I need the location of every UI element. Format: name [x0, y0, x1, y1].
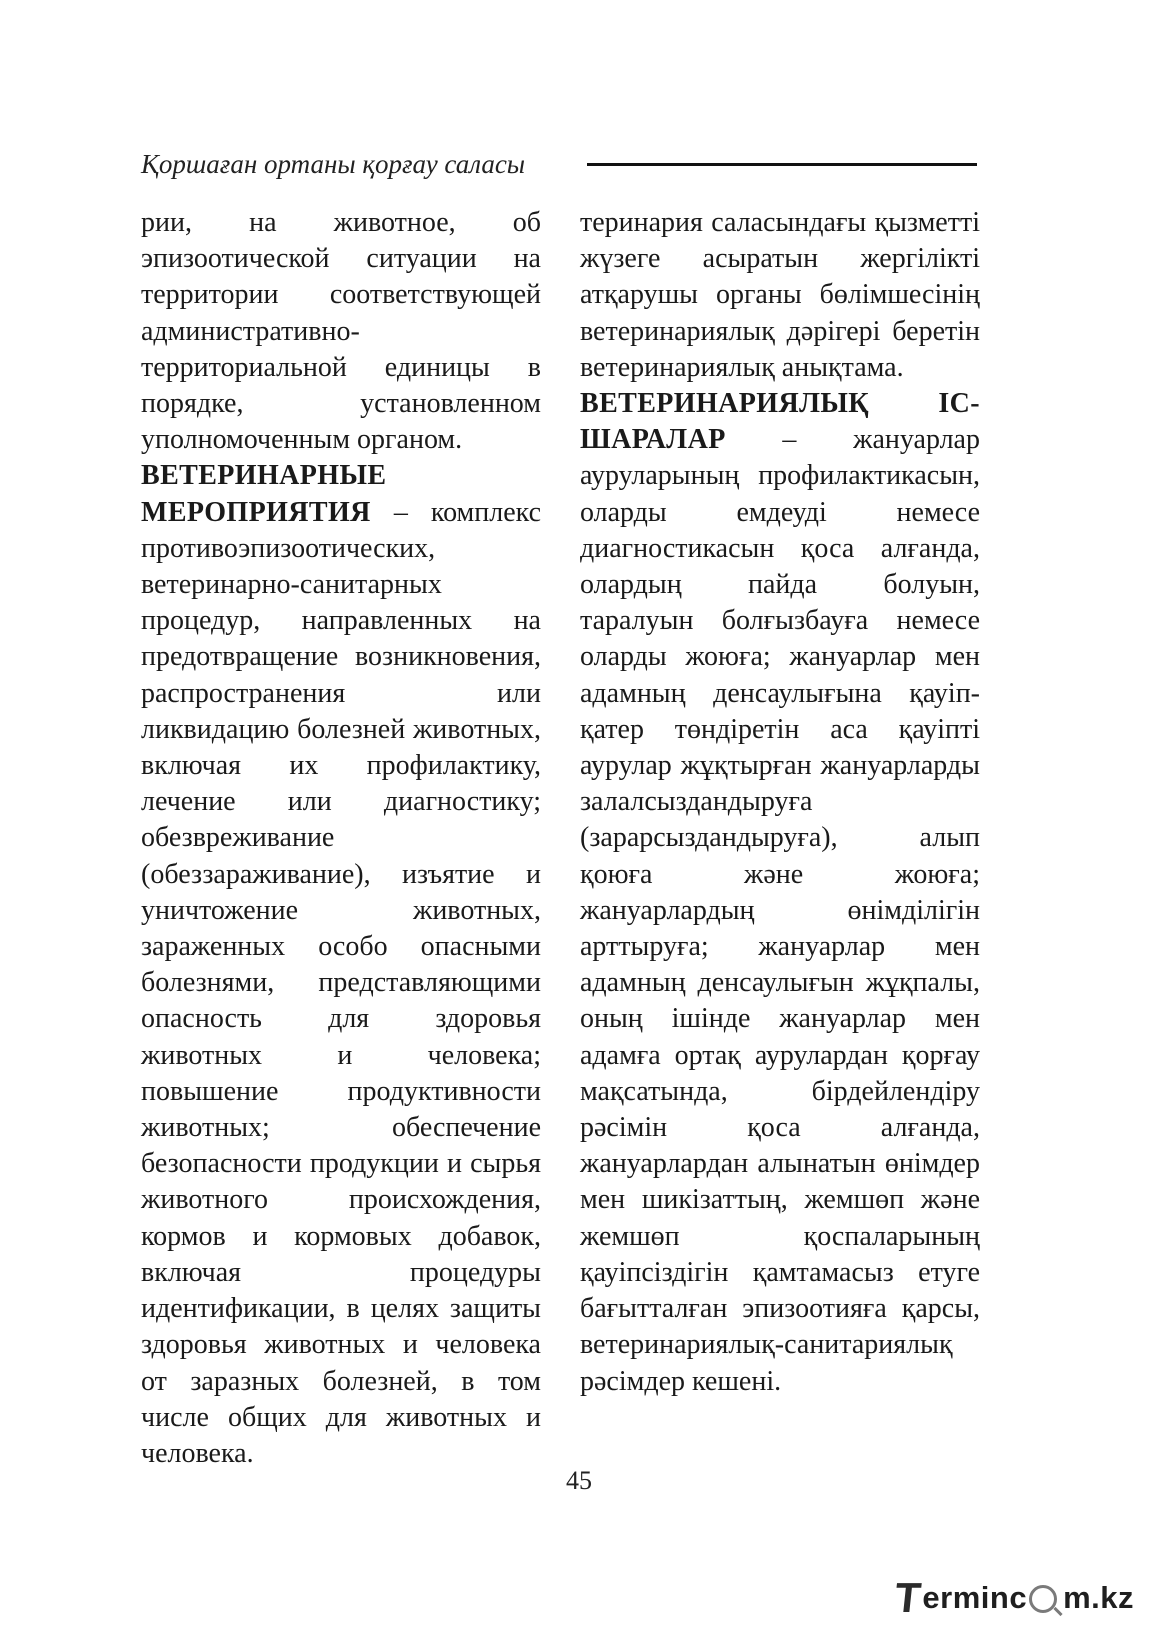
left-entry [141, 458, 541, 1472]
page-number: 45 [566, 1466, 592, 1495]
left-continued-paragraph: рии, на животное, об эпизоотической ситуации на территории соответствующей административно-территориальной единицы в порядке, установленном уполномоченным органом. [141, 207, 541, 456]
watermark-text-part1: erminc [922, 1580, 1028, 1615]
right-continued-paragraph: теринария саласындағы қызметті жүзеге асыратын жергілікті атқарушы органы бөлімшесінің ветеринариялық дәрігері беретін ветеринариялық анықтама. [580, 207, 980, 383]
right-entry-term: ВЕТЕРИНАРИЯЛЫҚ ІС-ШАРАЛАР [580, 388, 980, 456]
running-header [141, 146, 977, 182]
left-entry-term: ВЕТЕРИНАРНЫЕ МЕРОПРИЯТИЯ [141, 460, 387, 528]
magnifier-icon [1029, 1585, 1057, 1613]
site-watermark [892, 1574, 1134, 1621]
left-entry-definition: – комплекс противоэпизоотических, ветеринарно-санитарных процедур, направленных на предотвращение возникновения, распространения или ликвидацию болезней животных, включая их профилактику, лечение или диагностику; обезвреживание (обеззараживание), изъятие и уничтожение животных, зараженных особо опасными болезнями, представляющими опасность для здоровья животных и человека; повышение продуктивности животных; обеспечение безопасности продукции и сырья животного происхождения, кормов и кормовых добавок, включая процедуры идентификации, в целях защиты здоровья животных и человека от заразных болезней, в том числе общих для животных и человека. [141, 496, 541, 1469]
watermark-initial: T [892, 1574, 924, 1621]
right-entry-definition: – жануарлар ауруларының профилактикасын, оларды емдеуді немесе диагностикасын қоса алғанда, олардың пайда болуын, таралуын болғызбауға немесе оларды жоюға; жануарлар мен адамның денсаулығына қауіп-қатер төндіретін аса қауіпті аурулар жұқтырған жануарларды залалсыздандыруға (зарарсыздандыруға), алып қоюға және жоюға; жануарлардың өнімділігін арттыруға; жануарлар мен адамның денсаулығын жұқпалы, оның ішінде жануарлар мен адамға ортақ аурулардан қорғау мақсатында, бірдейлендіру рәсімін қоса алғанда, жануарлардан алынатын өнімдер мен шикізаттың, жемшөп және жемшөп қоспаларының қауіпсіздігін қамтамасыз етуге бағытталған эпизоотияға қарсы, ветеринариялық-санитариялық рәсімдер кешені. [580, 424, 980, 1397]
watermark-text-part2: m.kz [1063, 1580, 1134, 1615]
header-rule [587, 163, 977, 166]
left-column [141, 205, 541, 1472]
right-entry [580, 386, 980, 1400]
running-header-title: Қоршаған ортаны қорғау саласы [141, 149, 526, 179]
right-column [580, 205, 980, 1400]
